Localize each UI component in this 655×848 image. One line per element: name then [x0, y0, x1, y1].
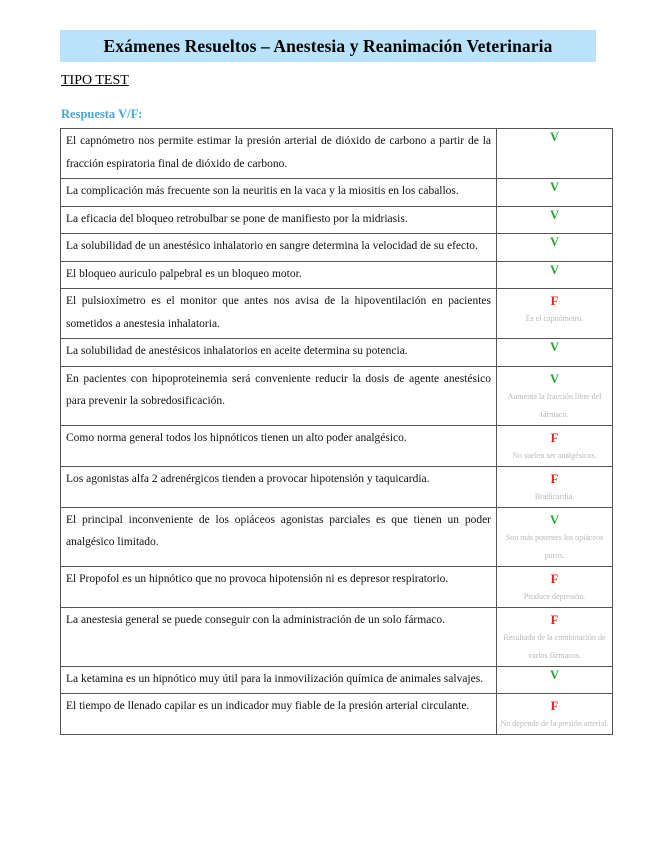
table-row	[61, 507, 613, 566]
table-row	[61, 666, 613, 694]
question-text: En pacientes con hipoproteinemia será conveniente reducir la dosis de agente anestésico para prevenir la sobredosificación.	[61, 366, 497, 425]
answer-cell	[497, 607, 613, 666]
true-false-table	[60, 128, 613, 735]
table-row	[61, 694, 613, 735]
table-row	[61, 566, 613, 607]
table-row	[61, 179, 613, 207]
true-false-table-body	[61, 129, 613, 735]
answer-true: V	[549, 371, 560, 386]
question-text: Los agonistas alfa 2 adrenérgicos tienden a provocar hipotensión y taquicardia.	[61, 466, 497, 507]
answer-note: Resultado de la combinación de varios fármacos.	[503, 632, 606, 660]
table-row	[61, 206, 613, 234]
answer-cell	[497, 466, 613, 507]
answer-cell	[497, 129, 613, 179]
answer-cell	[497, 206, 613, 234]
answer-note: Son más potentes los opiáceos puros.	[505, 532, 604, 560]
table-row	[61, 425, 613, 466]
answer-note: No suelen ser analgésicos.	[512, 450, 597, 460]
answer-false: F	[550, 699, 559, 713]
answer-cell	[497, 507, 613, 566]
answer-true: V	[549, 262, 560, 277]
answer-note: Aumenta la fracción libre del fármaco.	[507, 391, 602, 419]
answer-note: Es el capnómetro.	[525, 314, 584, 323]
answer-false: F	[550, 612, 559, 627]
answer-note: Produce depresión.	[523, 591, 586, 601]
answer-true: V	[549, 667, 560, 682]
subsection-heading: Respuesta V/F:	[61, 107, 143, 121]
answer-true: V	[549, 512, 560, 527]
question-text: La complicación más frecuente son la neuritis en la vaca y la miositis en los caballos.	[61, 179, 497, 207]
answer-cell	[497, 366, 613, 425]
question-text: La eficacia del bloqueo retrobulbar se pone de manifiesto por la midriasis.	[61, 206, 497, 234]
answer-cell	[497, 234, 613, 262]
question-text: La solubilidad de un anestésico inhalatorio en sangre determina la velocidad de su efecto.	[61, 234, 497, 262]
answer-cell	[497, 694, 613, 735]
question-text: El tiempo de llenado capilar es un indicador muy fiable de la presión arterial circulante.	[61, 694, 497, 735]
table-row	[61, 129, 613, 179]
title-banner	[60, 30, 596, 62]
answer-true: V	[549, 130, 560, 144]
answer-cell	[497, 289, 613, 339]
answer-cell	[497, 339, 613, 367]
table-row	[61, 607, 613, 666]
answer-false: F	[550, 430, 559, 445]
question-text: La solubilidad de anestésicos inhalatorios en aceite determina su potencia.	[61, 339, 497, 367]
table-row	[61, 366, 613, 425]
answer-true: V	[549, 235, 560, 249]
answer-true: V	[549, 180, 560, 194]
answer-cell	[497, 566, 613, 607]
answer-cell	[497, 261, 613, 289]
answer-cell	[497, 666, 613, 694]
answer-cell	[497, 425, 613, 466]
answer-false: F	[550, 294, 559, 308]
question-text: El principal inconveniente de los opiáceos agonistas parciales es que tienen un poder analgésico limitado.	[61, 507, 497, 566]
question-text: El capnómetro nos permite estimar la presión arterial de dióxido de carbono a partir de la fracción espiratoria final de dióxido de carbono.	[61, 129, 497, 179]
table-row	[61, 261, 613, 289]
answer-note: No depende de la presión arterial.	[500, 719, 609, 728]
question-text: La anestesia general se puede conseguir con la administración de un solo fármaco.	[61, 607, 497, 666]
page-title: Exámenes Resueltos – Anestesia y Reanimación Veterinaria	[103, 35, 553, 56]
question-text: La ketamina es un hipnótico muy útil para la inmovilización química de animales salvajes.	[61, 666, 497, 694]
question-text: Como norma general todos los hipnóticos tienen un alto poder analgésico.	[61, 425, 497, 466]
question-text: El bloqueo auriculo palpebral es un bloqueo motor.	[61, 261, 497, 289]
table-row	[61, 289, 613, 339]
question-text: El pulsioxímetro es el monitor que antes nos avisa de la hipoventilación en pacientes sometidos a anestesia inhalatoria.	[61, 289, 497, 339]
table-row	[61, 466, 613, 507]
table-row	[61, 339, 613, 367]
question-text: El Propofol es un hipnótico que no provoca hipotensión ni es depresor respiratorio.	[61, 566, 497, 607]
answer-true: V	[549, 207, 560, 222]
answer-false: F	[550, 571, 559, 586]
answer-false: F	[550, 471, 559, 486]
answer-cell	[497, 179, 613, 207]
answer-note: Bradicardia.	[534, 491, 575, 501]
table-row	[61, 234, 613, 262]
answer-true: V	[549, 340, 560, 354]
section-heading: TIPO TEST	[61, 73, 129, 88]
